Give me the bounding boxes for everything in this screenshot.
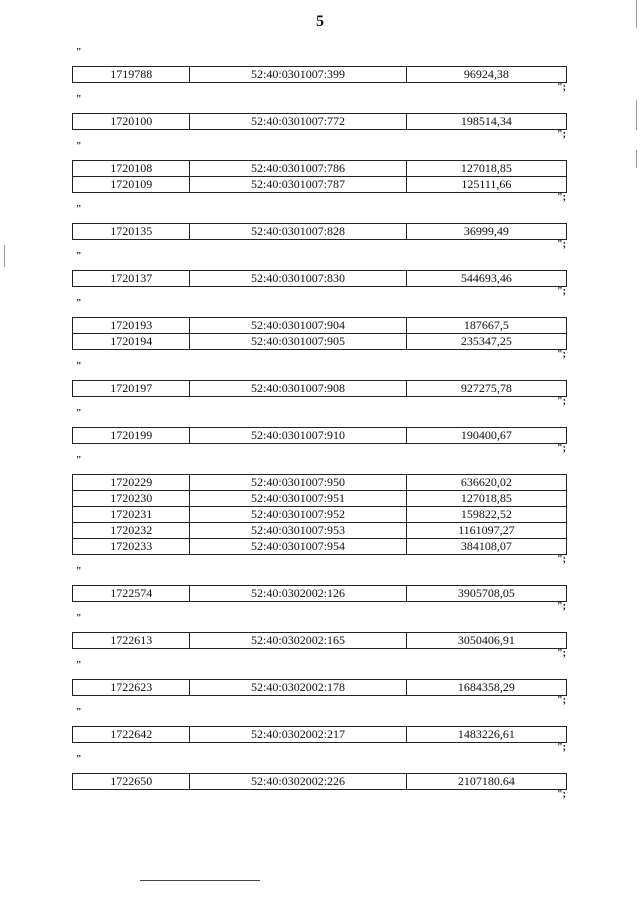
opening-quote: "	[76, 566, 82, 577]
cadastral-number-cell: 52:40:0301007:905	[190, 334, 406, 350]
table-row	[73, 774, 567, 790]
cadastral-number-cell: 52:40:0301007:954	[190, 539, 406, 555]
opening-quote: "	[76, 361, 82, 372]
opening-quote: "	[76, 251, 82, 262]
amendment-group	[72, 614, 568, 661]
cadastral-number-cell: 52:40:0301007:910	[190, 428, 406, 444]
opening-quote: "	[76, 298, 82, 309]
table-row	[73, 491, 567, 507]
table-row	[73, 318, 567, 334]
amendment-group	[72, 409, 568, 456]
opening-quote: "	[76, 141, 82, 152]
record-number-cell: 1722650	[73, 774, 190, 790]
records-table	[72, 585, 567, 602]
amount-cell: 544693,46	[406, 271, 566, 287]
closing-quote: ";	[557, 695, 566, 706]
closing-quote: ";	[557, 648, 566, 659]
cadastral-number-cell: 52:40:0301007:908	[190, 381, 406, 397]
records-table	[72, 160, 567, 193]
records-table	[72, 632, 567, 649]
amount-cell: 1161097,27	[406, 523, 566, 539]
scan-edge-mark	[4, 245, 5, 267]
table-row	[73, 114, 567, 130]
table-row	[73, 475, 567, 491]
table-row	[73, 381, 567, 397]
amendment-group	[72, 48, 568, 95]
amount-cell: 2107180.64	[406, 774, 566, 790]
page-number: 5	[316, 13, 324, 30]
amendment-group	[72, 142, 568, 205]
cadastral-number-cell: 52:40:0302002:217	[190, 727, 406, 743]
table-row	[73, 67, 567, 83]
records-table	[72, 474, 567, 555]
closing-quote: ";	[557, 239, 566, 250]
records-table	[72, 270, 567, 287]
amendment-group	[72, 362, 568, 409]
amendment-group	[72, 299, 568, 362]
table-row	[73, 334, 567, 350]
amendment-group	[72, 708, 568, 755]
closing-quote: ";	[557, 554, 566, 565]
amount-cell: 235347,25	[406, 334, 566, 350]
amendment-group	[72, 205, 568, 252]
table-row	[73, 161, 567, 177]
cadastral-number-cell: 52:40:0301007:828	[190, 224, 406, 240]
cadastral-number-cell: 52:40:0302002:126	[190, 586, 406, 602]
record-number-cell: 1720135	[73, 224, 190, 240]
record-number-cell: 1720194	[73, 334, 190, 350]
closing-quote: ";	[557, 129, 566, 140]
record-number-cell: 1722613	[73, 633, 190, 649]
amount-cell: 927275,78	[406, 381, 566, 397]
cadastral-number-cell: 52:40:0301007:399	[190, 67, 406, 83]
amount-cell: 127018,85	[406, 491, 566, 507]
cadastral-number-cell: 52:40:0302002:165	[190, 633, 406, 649]
records-table	[72, 726, 567, 743]
opening-quote: "	[76, 754, 82, 765]
table-row	[73, 680, 567, 696]
amount-cell: 3050406,91	[406, 633, 566, 649]
amount-cell: 3905708,05	[406, 586, 566, 602]
cadastral-number-cell: 52:40:0301007:950	[190, 475, 406, 491]
cadastral-number-cell: 52:40:0301007:952	[190, 507, 406, 523]
record-number-cell: 1722642	[73, 727, 190, 743]
closing-quote: ";	[557, 286, 566, 297]
closing-quote: ";	[557, 789, 566, 800]
records-table	[72, 380, 567, 397]
record-number-cell: 1720137	[73, 271, 190, 287]
cadastral-number-cell: 52:40:0301007:772	[190, 114, 406, 130]
amount-cell: 159822,52	[406, 507, 566, 523]
amendment-group	[72, 456, 568, 567]
table-row	[73, 633, 567, 649]
record-number-cell: 1720231	[73, 507, 190, 523]
table-row	[73, 224, 567, 240]
record-number-cell: 1720199	[73, 428, 190, 444]
closing-quote: ";	[557, 192, 566, 203]
cadastral-number-cell: 52:40:0302002:226	[190, 774, 406, 790]
records-table	[72, 773, 567, 790]
amount-cell: 96924,38	[406, 67, 566, 83]
record-number-cell: 1720232	[73, 523, 190, 539]
closing-quote: ";	[557, 601, 566, 612]
opening-quote: "	[76, 408, 82, 419]
record-number-cell: 1720233	[73, 539, 190, 555]
amendment-group	[72, 755, 568, 802]
opening-quote: "	[76, 455, 82, 466]
table-row	[73, 428, 567, 444]
records-table	[72, 317, 567, 350]
record-number-cell: 1720108	[73, 161, 190, 177]
record-number-cell: 1719788	[73, 67, 190, 83]
records-table	[72, 223, 567, 240]
cadastral-number-cell: 52:40:0301007:830	[190, 271, 406, 287]
cadastral-number-cell: 52:40:0301007:787	[190, 177, 406, 193]
records-table	[72, 427, 567, 444]
amount-cell: 636620,02	[406, 475, 566, 491]
table-row	[73, 727, 567, 743]
record-number-cell: 1720230	[73, 491, 190, 507]
cadastral-number-cell: 52:40:0302002:178	[190, 680, 406, 696]
closing-quote: ";	[557, 82, 566, 93]
amendment-group	[72, 95, 568, 142]
amount-cell: 190400,67	[406, 428, 566, 444]
closing-quote: ";	[557, 443, 566, 454]
footer-rule	[140, 880, 260, 881]
record-number-cell: 1720229	[73, 475, 190, 491]
opening-quote: "	[76, 204, 82, 215]
record-number-cell: 1722574	[73, 586, 190, 602]
amount-cell: 187667,5	[406, 318, 566, 334]
cadastral-number-cell: 52:40:0301007:904	[190, 318, 406, 334]
amendment-group	[72, 252, 568, 299]
table-row	[73, 177, 567, 193]
opening-quote: "	[76, 613, 82, 624]
table-row	[73, 539, 567, 555]
closing-quote: ";	[557, 349, 566, 360]
record-number-cell: 1722623	[73, 680, 190, 696]
table-row	[73, 507, 567, 523]
amount-cell: 127018,85	[406, 161, 566, 177]
records-table	[72, 66, 567, 83]
amount-cell: 36999,49	[406, 224, 566, 240]
cadastral-number-cell: 52:40:0301007:953	[190, 523, 406, 539]
table-row	[73, 586, 567, 602]
opening-quote: "	[76, 94, 82, 105]
closing-quote: ";	[557, 396, 566, 407]
table-row	[73, 271, 567, 287]
amount-cell: 384108,07	[406, 539, 566, 555]
amount-cell: 1483226,61	[406, 727, 566, 743]
scan-edge-mark	[636, 0, 637, 28]
amount-cell: 1684358,29	[406, 680, 566, 696]
opening-quote: "	[76, 47, 82, 58]
amendment-group	[72, 661, 568, 708]
record-number-cell: 1720193	[73, 318, 190, 334]
records-table	[72, 679, 567, 696]
record-number-cell: 1720197	[73, 381, 190, 397]
record-number-cell: 1720109	[73, 177, 190, 193]
opening-quote: "	[76, 707, 82, 718]
opening-quote: "	[76, 660, 82, 671]
table-row	[73, 523, 567, 539]
document-body	[72, 48, 568, 802]
cadastral-number-cell: 52:40:0301007:786	[190, 161, 406, 177]
closing-quote: ";	[557, 742, 566, 753]
amendment-group	[72, 567, 568, 614]
records-table	[72, 113, 567, 130]
cadastral-number-cell: 52:40:0301007:951	[190, 491, 406, 507]
scan-edge-mark	[636, 100, 637, 130]
record-number-cell: 1720100	[73, 114, 190, 130]
amount-cell: 198514,34	[406, 114, 566, 130]
scan-edge-mark	[636, 150, 637, 168]
amount-cell: 125111,66	[406, 177, 566, 193]
